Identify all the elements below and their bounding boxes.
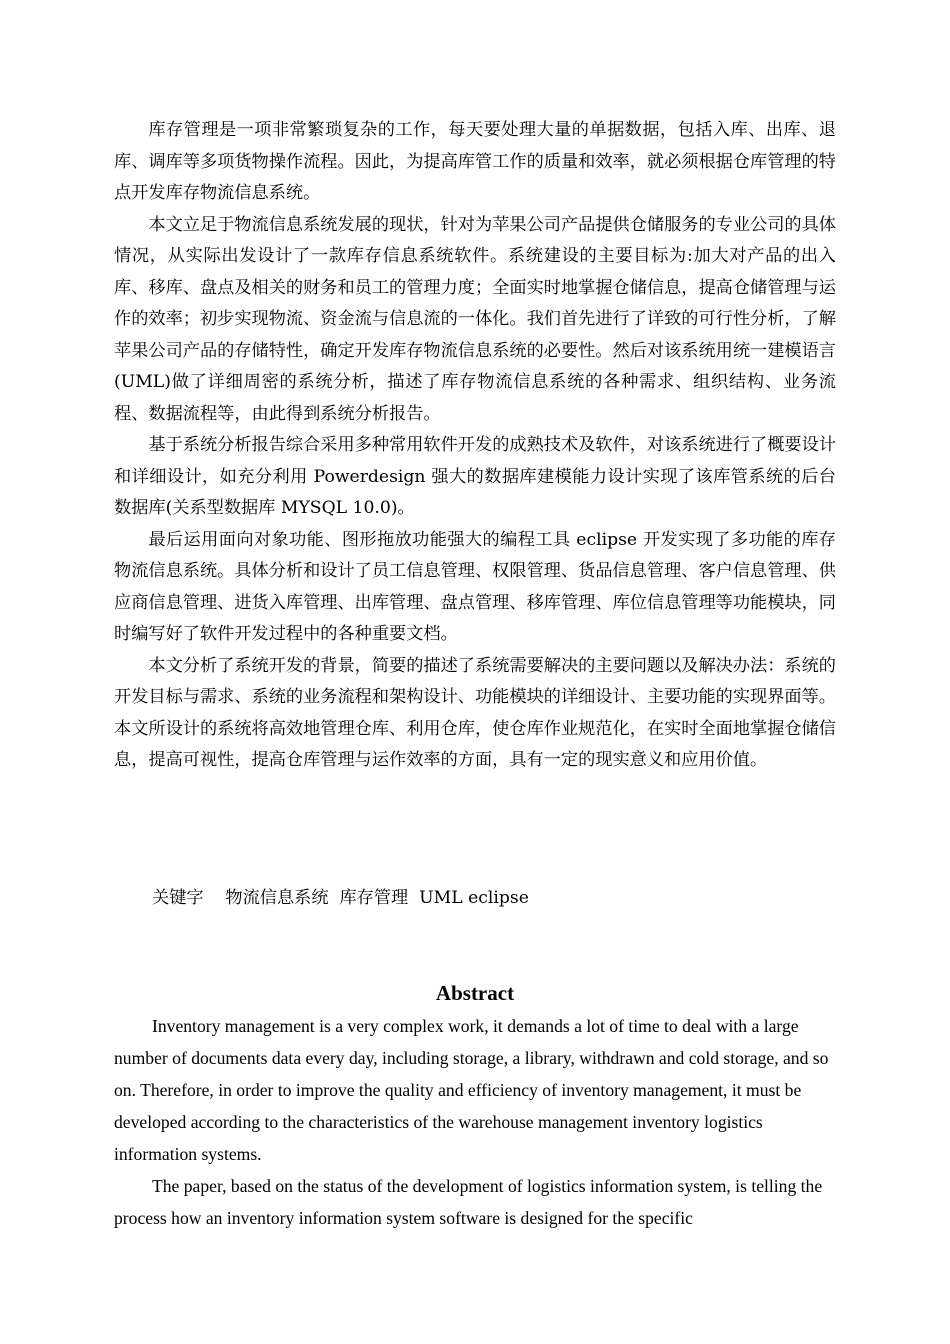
abstract-heading: Abstract xyxy=(435,981,515,1005)
chinese-paragraph-2: 本文立足于物流信息系统发展的现状，针对为苹果公司产品提供仓储服务的专业公司的具体情况，从实际出发设计了一款库存信息系统软件。系统建设的主要目标为:加大对产品的出入库、移库、盘点及相关的财务和员工的管理力度；全面实时地掌握仓储信息，提高仓储管理与运作的效率；初步实现物流、资金流与信息流的一体化。我们首先进行了详致的可行性分析，了解苹果公司产品的存储特性，确定开发库存物流信息系统的必要性。然后对该系统用统一建模语言(UML)做了详细周密的系统分析，描述了库存物流信息系统的各种需求、组织结构、业务流程、数据流程等，由此得到系统分析报告。 xyxy=(114,214,836,424)
chinese-paragraph-1: 库存管理是一项非常繁琐复杂的工作，每天要处理大量的单据数据，包括入库、出库、退库、调库等多项货物操作流程。因此，为提高库管工作的质量和效率，就必须根据仓库管理的特点开发库存物流信息系统。 xyxy=(114,120,836,203)
keywords-line: 关键字 物流信息系统 库存管理 UML eclipse xyxy=(152,888,529,908)
chinese-abstract-body xyxy=(114,115,836,777)
chinese-paragraph-4: 最后运用面向对象功能、图形拖放功能强大的编程工具 eclipse 开发实现了多功能的库存物流信息系统。具体分析和设计了员工信息管理、权限管理、货品信息管理、客户信息管理、供应商信息管理、进货入库管理、出库管理、盘点管理、移库管理、库位信息管理等功能模块，同时编写好了软件开发过程中的各种重要文档。 xyxy=(114,529,836,644)
chinese-paragraph-3: 基于系统分析报告综合采用多种常用软件开发的成熟技术及软件，对该系统进行了概要设计和详细设计，如充分利用 Powerdesign 强大的数据库建模能力设计实现了该库管系统的后台数据库(关系型数据库 MYSQL 10.0)。 xyxy=(114,435,836,518)
chinese-paragraph-5: 本文分析了系统开发的背景，简要的描述了系统需要解决的主要问题以及解决办法：系统的开发目标与需求、系统的业务流程和架构设计、功能模块的详细设计、主要功能的实现界面等。本文所设计的系统将高效地管理仓库、利用仓库，使仓库作业规范化，在实时全面地掌握仓储信息，提高可视性，提高仓库管理与运作效率的方面，具有一定的现实意义和应用价值。 xyxy=(114,655,836,770)
english-paragraph-1: Inventory management is a very complex work, it demands a lot of time to deal with a large number of documents data every day, including storage, a library, withdrawn and cold storage, and so on. Therefore, in order to improve the quality and efficiency of inventory management, it must be developed according to the characteristics of the warehouse management inventory logistics information systems. xyxy=(114,1016,829,1164)
english-abstract-body xyxy=(114,1010,836,1234)
english-paragraph-2: The paper, based on the status of the development of logistics information system, is telling the process how an inventory information system software is designed for the specific xyxy=(114,1176,823,1228)
